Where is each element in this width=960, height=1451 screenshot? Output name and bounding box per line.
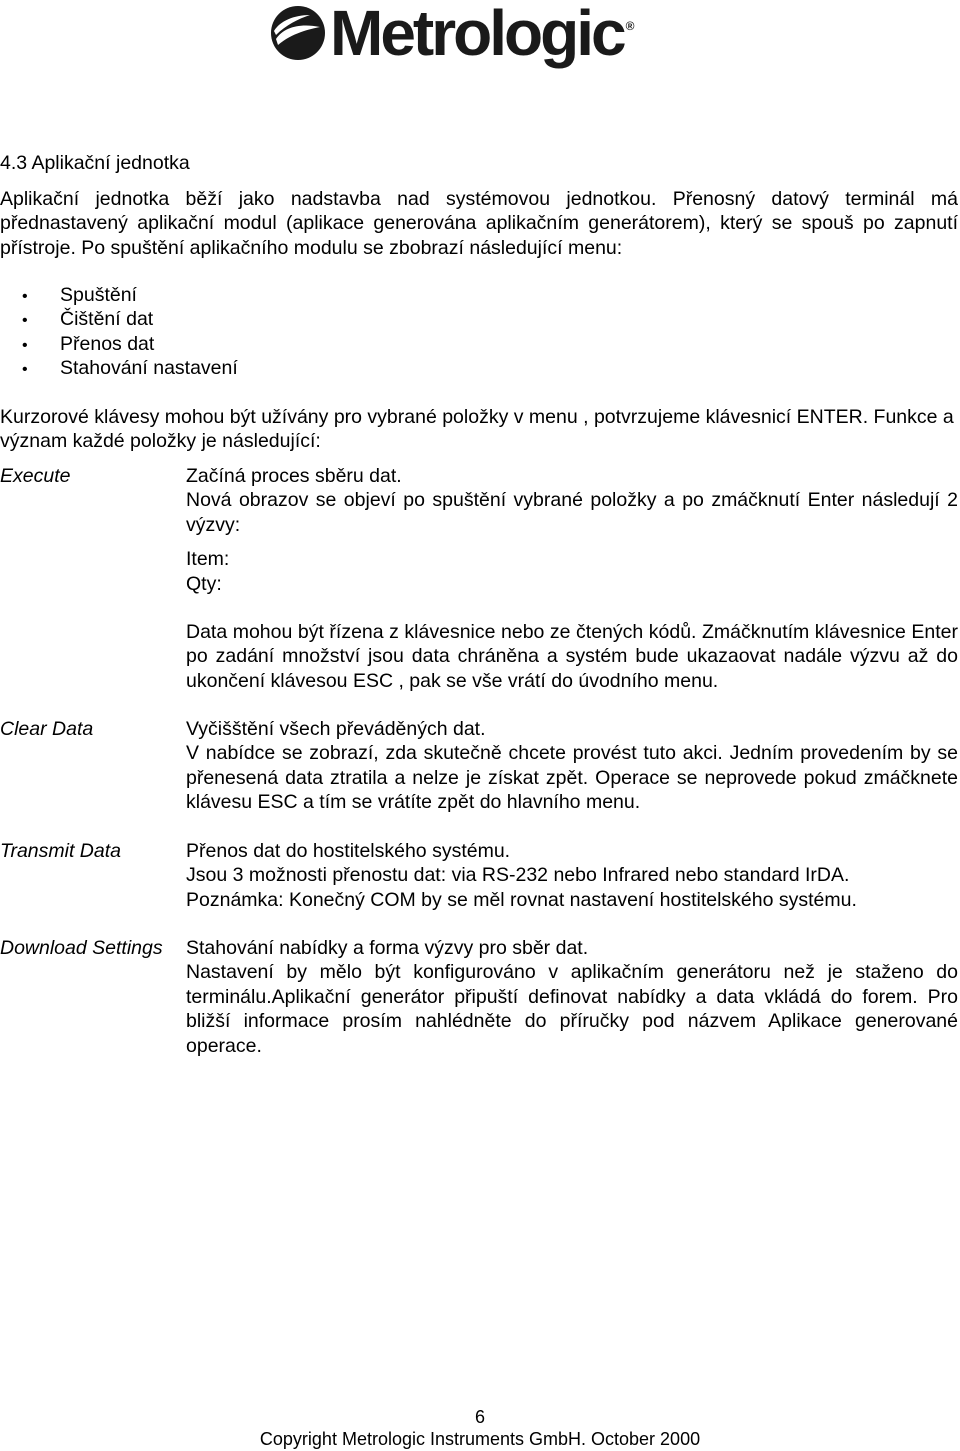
list-item-label: Čištění dat — [60, 308, 154, 331]
bullet-icon: • — [22, 312, 28, 330]
list-item — [22, 307, 238, 331]
execute-description — [186, 464, 958, 693]
execute-line2: Nová obrazov se objeví po spuštění vybrané položky a po zmáčknutí Enter následují 2 výzvy: — [186, 489, 958, 536]
list-item-label: Stahování nastavení — [60, 357, 238, 380]
list-item — [22, 283, 238, 307]
transmit-line3: Poznámka: Konečný COM by se měl rovnat nastavení hostitelského systému. — [186, 888, 857, 911]
download-settings-term: Download Settings — [0, 937, 163, 959]
prompt-qty: Qty: — [186, 572, 222, 595]
bullet-icon: • — [22, 361, 28, 379]
bullet-icon: • — [22, 336, 28, 354]
bullet-icon: • — [22, 288, 28, 305]
execute-line1: Začíná proces sběru dat. — [186, 465, 402, 487]
metrologic-logo — [270, 0, 670, 69]
transmit-line2: Jsou 3 možnosti přenostu dat: via RS-232 nebo Infrared nebo standard IrDA. — [186, 864, 850, 887]
clear-line1: Vyčišštění všech převáděných dat. — [186, 718, 486, 740]
download-settings-description — [186, 936, 958, 1058]
intro-paragraph: Aplikační jednotka běží jako nadstavba nad systémovou jednotkou. Přenosný datový terminál má přednastavený aplikační modul (aplikace generována aplikačním generátorem), který se spouš po zapnutí přístroje. Po spuštění aplikačního modulu se zbobrazí následující menu: — [0, 188, 958, 259]
execute-line3: Data mohou být řízena z klávesnice nebo ze čtených kódů. Zmáčknutím klávesnice Enter po zadání množství jsou data chráněna a systém bude ukazaovat nadále výzvu až do ukončení klávesou ESC , pak se vše vrátí do úvodního menu. — [186, 621, 958, 692]
list-item — [22, 356, 238, 380]
list-item-label: Spuštění — [60, 284, 137, 306]
download-line1: Stahování nabídky a forma výzvy pro sběr dat. — [186, 937, 589, 959]
registered-mark: ® — [625, 19, 635, 33]
prompt-item: Item: — [186, 548, 230, 571]
transmit-data-description — [186, 839, 958, 912]
download-line2: Nastavení by mělo být konfigurováno v aplikačním generátoru než je staženo do terminálu.Aplikační generátor připuští definovat nabídky a data vkládá do forem. Pro bližší informace prosím nahlédněte do příručky pod názvem Aplikace generované operace. — [186, 961, 958, 1057]
transmit-line1: Přenos dat do hostitelského systému. — [186, 840, 511, 862]
execute-term: Execute — [0, 465, 71, 487]
instructions-paragraph: Kurzorové klávesy mohou být užívány pro vybrané položky v menu , potvrzujeme klávesnicí ENTER. Funkce a význam každé položky je následující: — [0, 406, 954, 453]
transmit-data-term: Transmit Data — [0, 840, 121, 862]
list-item — [22, 332, 238, 356]
clear-data-description — [186, 717, 958, 815]
clear-data-term: Clear Data — [0, 718, 94, 740]
menu-list — [22, 283, 238, 381]
clear-line2: V nabídce se zobrazí, zda skutečně chcete provést tuto akci. Jedním provedením by se přenesená data ztratila a nelze je získat zpět. Operace se neprovede pokud zmáčknete klávesu ESC a tím se vrátíte zpět do hlavního menu. — [186, 742, 958, 814]
page-number: 6 — [474, 1407, 485, 1427]
list-item-label: Přenos dat — [60, 332, 155, 355]
globe-logo-icon — [270, 5, 326, 61]
copyright-footer: Copyright Metrologic Instruments GmbH. October 2000 — [259, 1429, 701, 1449]
logo-wordmark: Metrologic — [330, 0, 624, 69]
section-title: 4.3 Aplikační jednotka — [0, 152, 190, 174]
